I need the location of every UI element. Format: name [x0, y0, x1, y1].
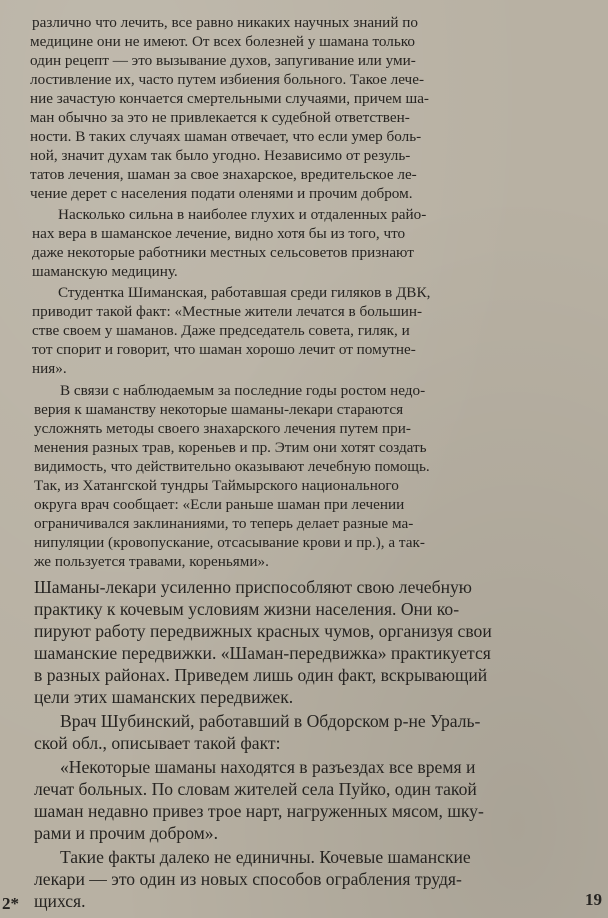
text-line: чение дерет с населения подати оленями и прочим добром.: [30, 185, 413, 202]
text-line: в разных районах. Приведем лишь один факт, вскрывающий: [34, 665, 488, 685]
text-line: ние зачастую кончается смертельными случаями, причем ша-: [30, 90, 429, 107]
text-line: верия к шаманству некоторые шаманы-лекари стараются: [34, 401, 404, 418]
text-line: менения разных трав, кореньев и пр. Этим они хотят создать: [34, 439, 427, 456]
text-line: нипуляции (кровопускание, отсасывание крови и пр.), а так-: [34, 534, 425, 551]
text-line: медицине они не имеют. От всех болезней у шамана только: [30, 33, 415, 50]
text-line: различно что лечить, все равно никаких научных знаний по: [32, 14, 418, 31]
text-line: один рецепт — это вызывание духов, запугивание или уми-: [30, 52, 416, 69]
text-line: щихся.: [34, 891, 86, 911]
text-line: Врач Шубинский, работавший в Обдорском р-не Ураль-: [60, 711, 481, 731]
text-line: нах вера в шаманское лечение, видно хотя бы из того, что: [32, 225, 406, 242]
text-line: практику к кочевым условиям жизни населения. Они ко-: [34, 599, 460, 619]
text-line: Так, из Хатангской тундры Таймырского национального: [34, 477, 399, 494]
text-line: лечат больных. По словам жителей села Пуйко, один такой: [34, 779, 477, 799]
text-line: округа врач сообщает: «Если раньше шаман при лечении: [34, 496, 405, 513]
text-line: усложнять методы своего знахарского лечения путем при-: [34, 420, 411, 437]
text-line: стве своем у шаманов. Даже председатель совета, гиляк, и: [32, 322, 410, 339]
text-line: Насколько сильна в наиболее глухих и отдаленных райо-: [58, 206, 427, 223]
text-line: цели этих шаманских передвижек.: [34, 687, 294, 707]
text-line: лекари — это один из новых способов ограбления трудя-: [34, 869, 462, 889]
text-line: В связи с наблюдаемым за последние годы ростом недо-: [60, 382, 426, 399]
text-line: же пользуется травами, кореньями».: [34, 553, 269, 570]
text-line: лостивление их, часто путем избиения больного. Такое лече-: [30, 71, 424, 88]
text-line: тот спорит и говорит, что шаман хорошо лечит от помутне-: [32, 341, 416, 358]
text-line: пируют работу передвижных красных чумов, организуя свои: [34, 621, 492, 641]
text-line: ограничивался заклинаниями, то теперь делает разные ма-: [34, 515, 414, 532]
text-line: Студентка Шиманская, работавшая среди гиляков в ДВК,: [58, 284, 431, 301]
text-line: рами и прочим добром».: [34, 823, 219, 843]
text-line: татов лечения, шаман за свое знахарское, вредительское ле-: [30, 166, 417, 183]
text-line: Такие факты далеко не единичны. Кочевые шаманские: [60, 847, 471, 867]
text-line: ния».: [32, 360, 67, 377]
text-line: приводит такой факт: «Местные жители лечатся в большин-: [32, 303, 423, 320]
text-line: шаман недавно привез трое нарт, нагруженных мясом, шку-: [34, 801, 484, 821]
text-line: «Некоторые шаманы находятся в разъездах все время и: [60, 757, 476, 777]
text-line: шаманские передвижки. «Шаман-передвижка» практикуется: [34, 643, 491, 663]
text-line: ской обл., описывает такой факт:: [34, 733, 281, 753]
printer-signature-mark: 2*: [2, 894, 19, 913]
page-number: 19: [585, 890, 602, 909]
text-line: ности. В таких случаях шаман отвечает, что если умер боль-: [30, 128, 422, 145]
text-line: ной, значит духам так было угодно. Независимо от резуль-: [30, 147, 411, 164]
text-line: шаманскую медицину.: [32, 263, 178, 280]
text-line: Шаманы-лекари усиленно приспособляют свою лечебную: [34, 577, 472, 597]
text-line: ман обычно за это не привлекается к судебной ответствен-: [30, 109, 410, 126]
text-line: видимость, что действительно оказывают лечебную помощь.: [34, 458, 430, 475]
text-line: даже некоторые работники местных сельсоветов признают: [32, 244, 414, 261]
